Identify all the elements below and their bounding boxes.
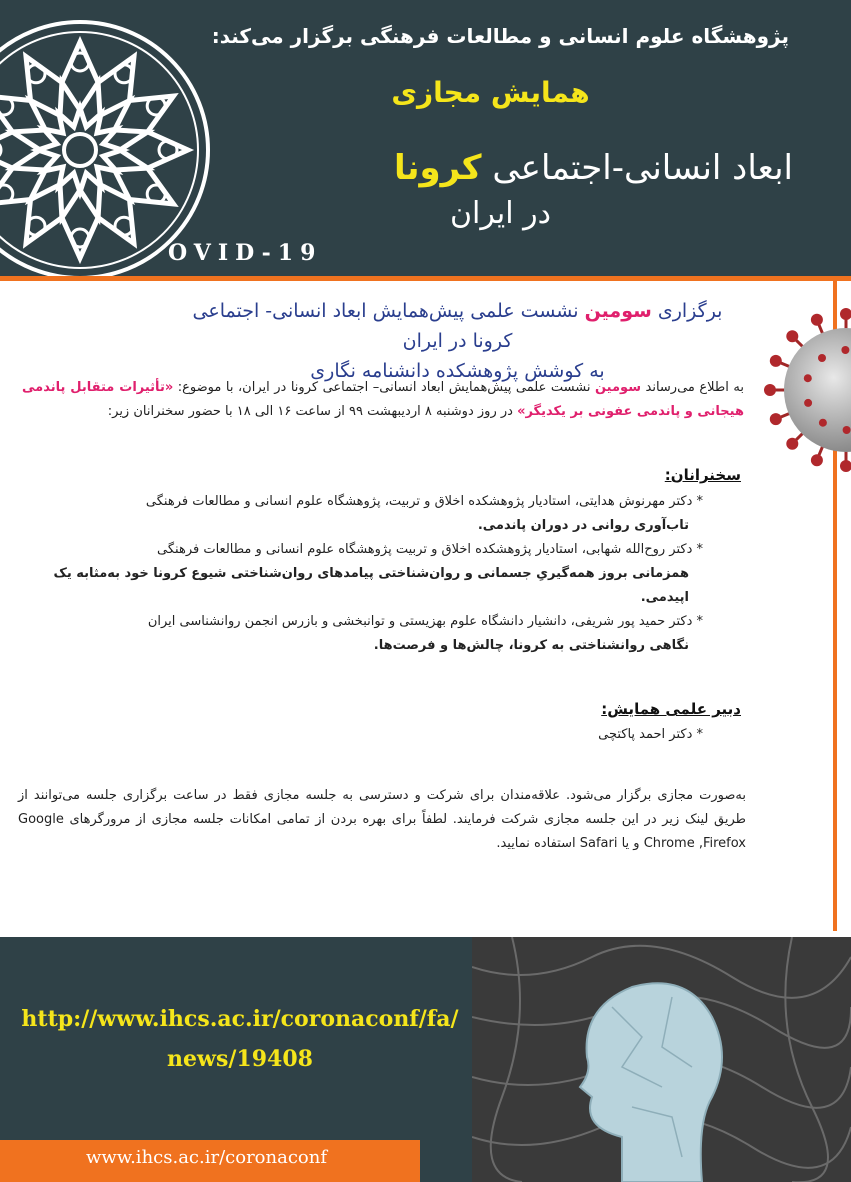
list-item <box>53 490 703 538</box>
secretary-name: * دکتر احمد پاکتچی <box>598 727 703 742</box>
footer-banner <box>0 937 851 1182</box>
organizer-line: پژوهشگاه علوم انسانی و مطالعات فرهنگی برگزار می‌کند: <box>211 24 789 48</box>
headline-text: نشست علمی پیش‌همایش ابعاد انسانی- اجتماعی کرونا در ایران <box>192 300 579 352</box>
intro-text: به اطلاع می‌رساند <box>645 380 744 395</box>
list-item <box>53 538 703 610</box>
headline-highlight: سومین <box>584 300 652 322</box>
conference-type: همایش مجازی <box>391 76 590 109</box>
speaker-topic: نگاهی روانشناختی به کرونا، چالش‌ها و فرصت‌ها. <box>373 638 689 653</box>
speaker-name: * دکتر مهرنوش هدایتی، استادیار پژوهشکده اخلاق و تربیت، پژوهشگاه علوم انسانی و مطالعات فرهنگی <box>145 494 703 509</box>
notice-paragraph: به‌صورت مجازی برگزار می‌شود. علاقه‌مندان برای شرکت و دسترسی به جلسه مجازی فقط در ساعت برگزاری جلسه می‌توانند از طریق لینک زیر در این جلسه مجازی شرکت فرمایند. لطفاً برای بهره بردن از تمامی امکانات جلسه مجازی از مرورگرهای Google Chrome ,Firefox و یا Safari استفاده نمایید. <box>18 788 746 851</box>
headline-line1 <box>170 296 745 356</box>
headline-line2: به کوشش پژوهشکده دانشنامه نگاری <box>310 360 605 382</box>
title-part: ابعاد انسانی-اجتماعی <box>492 148 793 188</box>
intro-text: در روز دوشنبه ۸ اردیبهشت ۹۹ از ساعت ۱۶ الی ۱۸ با حضور سخنرانان زیر: <box>107 404 513 419</box>
conference-title-line2: در ایران <box>450 196 551 231</box>
coronavirus-icon <box>751 300 851 480</box>
headline-text: برگزاری <box>657 300 723 322</box>
website-link[interactable]: www.ihcs.ac.ir/coronaconf <box>86 1147 328 1168</box>
covid-label: OVID-19 <box>168 240 323 266</box>
speaker-topic: همزمانی بروز همه‌گیریِ جسمانی و روان‌شناختی پیامدهای روان‌شناختی شیوع کرونا خود به‌مثابه یک اپیدمی. <box>53 566 689 605</box>
orange-divider <box>0 276 851 281</box>
title-highlight: کرونا <box>393 148 482 188</box>
link-line[interactable]: http://www.ihcs.ac.ir/coronaconf/fa/ <box>21 1006 459 1032</box>
secretary-heading: دبیر علمی همایش: <box>601 700 741 718</box>
intro-highlight: سومین <box>594 380 641 395</box>
islamic-rosette-icon <box>0 0 230 276</box>
speakers-list <box>53 490 703 658</box>
speaker-topic: تاب‌آوری روانی در دوران پاندمی. <box>477 518 689 533</box>
meeting-link[interactable] <box>0 999 480 1079</box>
speaker-name: * دکتر حمید پور شریفی، دانشیار دانشگاه علوم بهزیستی و توانبخشی و بازرس انجمن روانشناسی ایران <box>147 614 703 629</box>
intro-paragraph <box>22 376 744 424</box>
session-topic: «تأثیرات متقابل پاندمی هیجانی و پاندمی عفونی بر یکدیگر» <box>22 380 744 419</box>
list-item <box>53 610 703 658</box>
link-line[interactable]: news/19408 <box>167 1046 313 1072</box>
speakers-heading: سخنرانان: <box>664 466 741 484</box>
headline <box>170 296 745 386</box>
speaker-name: * دکتر روح‌الله شهابی، استادیار پژوهشکده اخلاق و تربیت پژوهشگاه علوم انسانی و مطالعات فرهنگی <box>157 542 703 557</box>
paper-head-image <box>472 937 851 1182</box>
conference-title <box>394 148 793 188</box>
header-banner <box>0 0 851 276</box>
intro-text: نشست علمی پیش‌همایش ابعاد انسانی– اجتماعی کرونا در ایران، با موضوع: <box>177 380 591 395</box>
